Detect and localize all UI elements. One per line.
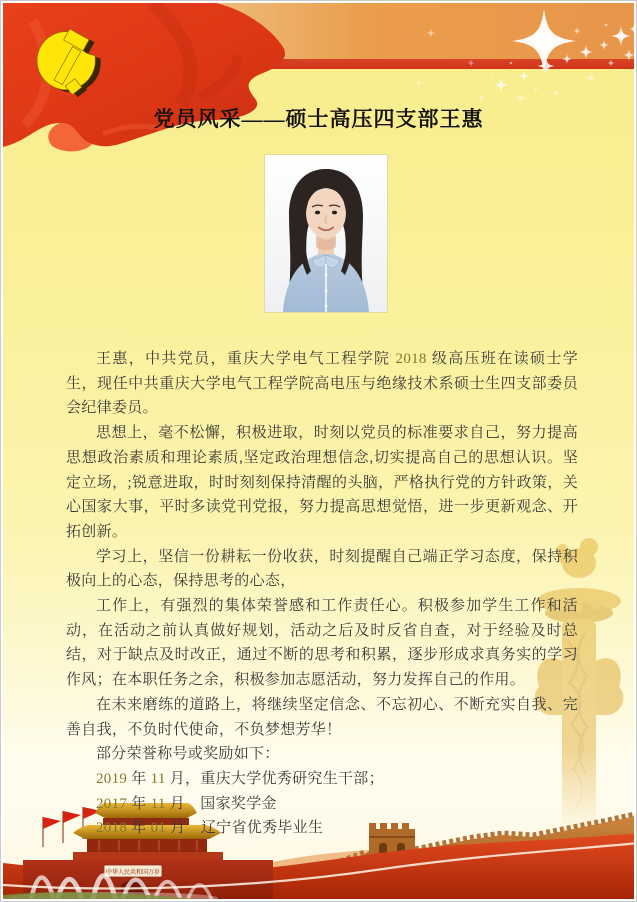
honor-item (66, 767, 578, 792)
body-text (66, 347, 578, 841)
honor-year-label: 年 (127, 770, 151, 787)
party-flag-graphic (3, 3, 305, 161)
portrait-photo (265, 155, 387, 312)
honor-year-label: 年 (127, 820, 151, 837)
page-title: 党员风采——硕士高压四支部王惠 (153, 107, 484, 131)
paragraph-study: 学习上，坚信一份耕耘一份收获，时刻提醒自己端正学习态度，保持积极向上的心态，保持思考的心态， (66, 548, 578, 590)
honor-year: 2019 (96, 770, 128, 787)
honors-intro: 部分荣誉称号或奖励如下： (96, 746, 280, 763)
honor-year: 2017 (96, 795, 128, 812)
honor-month: 01 (150, 820, 167, 837)
intro-year-number: 2018 (395, 351, 427, 367)
honor-year-label: 年 (127, 795, 151, 812)
honor-text: 月 国家奖学金 (165, 795, 277, 812)
honor-year: 2018 (96, 820, 128, 837)
paragraph-thought: 思想上，毫不松懈，积极进取，时刻以党员的标准要求自己，努力提高思想政治素质和理论素质,坚定政治理想信念,切实提高自己的思想认识。坚定立场，;锐意进取，时时刻刻保持清醒的头脑，严格执行党的方针政策，关心国家大事，平时多读党刊党报，努力提高思想觉悟，进一步更新观念、开拓创新。 (66, 425, 578, 540)
paragraph-future: 在未来磨练的道路上，将继续坚定信念、不忘初心、不断充实自我、完善自我，不负时代使命，不负梦想芳华！ (66, 696, 578, 738)
honor-item (66, 816, 578, 841)
paragraph-intro (66, 347, 578, 421)
intro-text-post: 级高压班在读硕士学生，现任中共重庆大学电气工程学院高电压与绝缘技术系硕士生四支部委员会纪律委员。 (66, 351, 578, 417)
honor-month: 11 (150, 770, 166, 787)
page-canvas (3, 3, 634, 899)
honor-text: 月，重庆大学优秀研究生干部； (165, 770, 384, 787)
plaque-text: 中华人民共和国万岁 (105, 870, 161, 876)
intro-text-pre: 王惠，中共党员，重庆大学电气工程学院 (96, 351, 396, 367)
honor-month: 11 (150, 795, 166, 812)
woman-portrait-illustration (265, 155, 387, 312)
honor-item (66, 792, 578, 817)
paragraph-work: 工作上，有强烈的集体荣誉感和工作责任心。积极参加学生工作和活动，在活动之前认真做好规划，活动之后及时反省自查，对于经验及时总结，对于缺点及时改正，通过不断的思考和积累，逐步形成求真务实的学习作风；在本职任务之余，积极参加志愿活动，努力发挥自己的作用。 (66, 598, 578, 689)
honor-text: 月 辽宁省优秀毕业生 (166, 820, 324, 837)
